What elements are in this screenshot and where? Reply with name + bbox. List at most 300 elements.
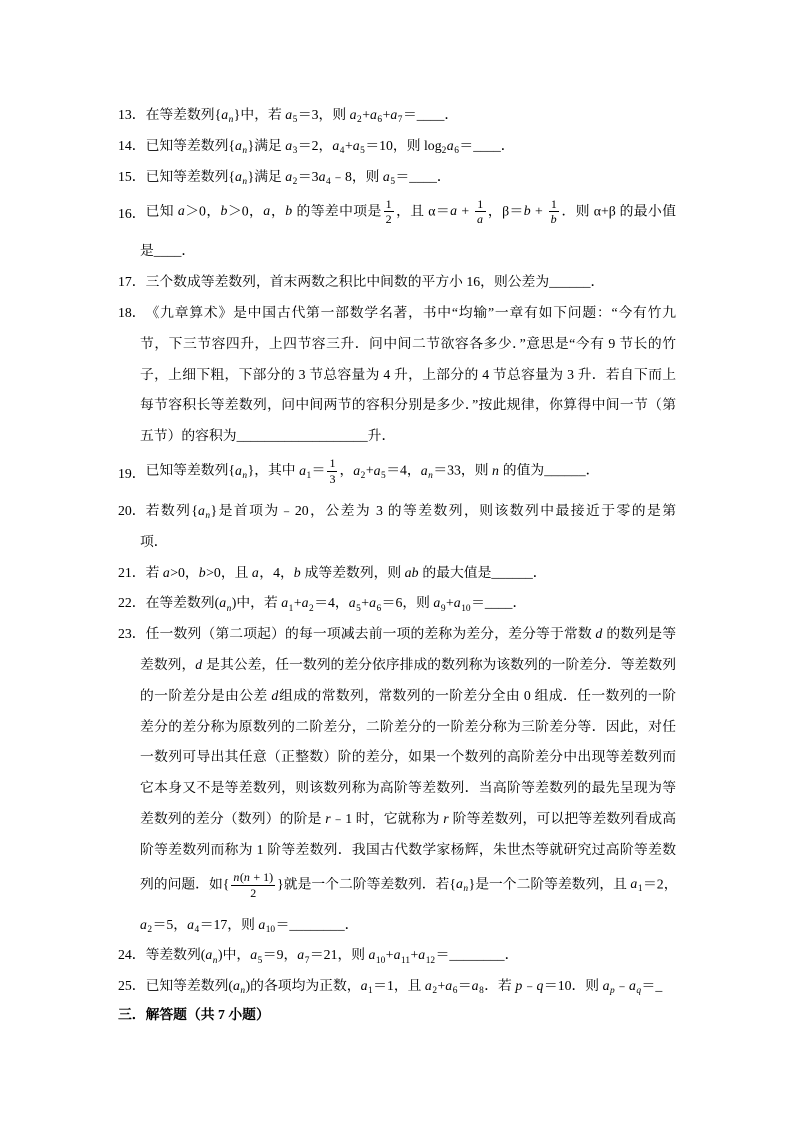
question-text: ＝4， [386, 462, 421, 478]
fraction-denominator [384, 212, 394, 226]
question-text: }中，若 [233, 106, 286, 122]
math-variable: b [523, 203, 531, 219]
fill-in-questions [118, 98, 676, 1000]
question-text: 三个数成等差数列，首末两数之积比中间数的平方小 16，则公差为 [145, 274, 550, 290]
fraction-numerator [327, 457, 337, 472]
question-item [118, 494, 676, 556]
math-variable: a [318, 168, 326, 184]
subscript: 7 [397, 115, 403, 126]
question-text: ＝ [457, 978, 472, 994]
question-text: ，β＝ [487, 203, 524, 219]
question-content [146, 561, 676, 581]
question-text: 若 [145, 564, 163, 580]
question-text: 《九章算术》是中国古代第一部数学名著，书中“均输”一章有如下问题：“今有竹九 [145, 304, 676, 320]
question-text: 已知 [145, 203, 178, 219]
math-variable: q [536, 978, 544, 994]
question-content [140, 807, 676, 827]
question-text: ＝ [459, 137, 474, 153]
math-variable: a [602, 978, 610, 994]
question-text: 已知等差数列{ [145, 462, 235, 478]
question-text: ﹣ [522, 978, 537, 994]
question-content [140, 653, 676, 673]
question-continuation-line [118, 740, 676, 771]
question-number: 25． [118, 978, 146, 994]
question-text: ．则 α+β 的最小值 [561, 203, 676, 219]
math-variable: a [630, 876, 638, 892]
math-variable: a [299, 462, 306, 478]
question-content [146, 270, 676, 290]
question-content [146, 457, 676, 486]
subscript: n [205, 511, 211, 522]
question-text: ＝10，则 log [365, 137, 442, 153]
question-number: 18． [118, 304, 146, 320]
answer-blank: ___________________ [236, 428, 368, 444]
question-content [145, 943, 676, 966]
math-variable: r [443, 810, 449, 826]
question-text: + [361, 595, 370, 611]
question-continuation-line [118, 388, 676, 419]
math-variable: a [251, 564, 259, 580]
math-variable: a [369, 595, 376, 611]
subscript: 2 [357, 115, 362, 126]
question-item [118, 128, 676, 159]
question-text: 组成的常数列，常数列的一阶差分全由 0 组成．任一数列的一阶 [278, 687, 677, 703]
math-variable: r [325, 810, 331, 826]
question-number: 15． [118, 168, 146, 184]
question-text: 一数列可导出其任意（正整数）阶的差分，如果一个数列的高阶差分中出现等差数列而 [140, 749, 676, 765]
question-content [146, 165, 676, 185]
question-text: ． [344, 916, 359, 932]
question-item [118, 296, 676, 450]
fraction [327, 457, 337, 486]
question-text: 是其公差，任一数列的差分依序排成的数列称为该数列的一阶差分．等差数列 [202, 656, 676, 672]
question-text: ． [590, 274, 605, 290]
question-text: 已知等差数列{ [145, 168, 235, 184]
math-variable: a [450, 203, 458, 219]
question-text: 的最大值是 [418, 564, 492, 580]
question-text: 是 [140, 243, 154, 259]
question-text: ﹣1 时，它就称为 [331, 810, 444, 826]
question-continuation-line [118, 709, 676, 740]
math-variable: a [418, 947, 426, 963]
math-variable: a [420, 462, 428, 478]
question-text: + [531, 203, 547, 219]
question-first-line [118, 586, 676, 617]
question-text: 1 [385, 196, 392, 211]
question-text: ＝4， [314, 595, 349, 611]
question-content [140, 838, 676, 858]
math-variable: a [393, 947, 401, 963]
math-variable: a [297, 947, 305, 963]
question-text: ＝ [402, 106, 417, 122]
subscript: q [636, 986, 642, 997]
question-number: 14． [118, 137, 146, 153]
question-text: ＞0， [227, 203, 264, 219]
math-variable: d [595, 626, 603, 642]
question-content [140, 745, 676, 765]
question-first-line [118, 617, 676, 648]
math-variable: a [285, 168, 293, 184]
question-item [118, 190, 676, 265]
math-variable: a [352, 137, 360, 153]
math-variable: a [353, 462, 361, 478]
question-text: ＝2， [297, 137, 333, 153]
math-variable: a [332, 137, 340, 153]
question-first-line [118, 555, 676, 586]
subscript: 1 [367, 986, 373, 997]
question-text: 节，下三节容四升，上四节容三升．问中间二节欲容各多少．”意思是“今有 9 节长的竹 [140, 335, 676, 351]
math-variable: a [360, 978, 368, 994]
question-continuation-line [118, 678, 676, 709]
math-variable: a [285, 106, 293, 122]
question-continuation-line [118, 357, 676, 388]
question-continuation-line [118, 802, 676, 833]
fraction-denominator [231, 886, 275, 900]
question-text: ＝ [275, 916, 290, 932]
subscript: 2 [360, 470, 366, 481]
math-variable: a [235, 462, 242, 478]
question-text: ＝1，且 [373, 978, 425, 994]
question-text: 在等差数列( [145, 595, 220, 611]
math-variable: a [628, 978, 636, 994]
subscript: 2 [432, 986, 437, 997]
question-text: ＝ [641, 978, 656, 994]
subscript: 6 [377, 115, 383, 126]
subscript: n [428, 470, 433, 481]
question-text: + [437, 978, 446, 994]
question-number: 20． [118, 502, 146, 518]
subscript: n [226, 603, 232, 614]
question-text: >0， [170, 564, 199, 580]
math-variable: a [232, 978, 240, 994]
subscript: 5 [390, 176, 395, 187]
question-text: ． [532, 564, 547, 580]
subscript: 1 [306, 470, 312, 481]
question-text: 3 [329, 472, 336, 487]
question-text: ， [270, 203, 286, 219]
question-text: ＝2， [643, 876, 678, 892]
question-content [140, 715, 676, 735]
question-content [146, 134, 676, 154]
question-first-line [118, 296, 676, 327]
math-variable: a [373, 462, 381, 478]
fraction-denominator [327, 472, 337, 486]
fraction-denominator [475, 212, 486, 226]
question-first-line [118, 190, 676, 234]
question-continuation-line [118, 524, 676, 555]
question-first-line [118, 494, 676, 525]
question-item [118, 586, 676, 617]
question-text: 若数列{ [145, 502, 198, 518]
question-text: ﹣8，则 [331, 168, 383, 184]
subscript: 5 [356, 603, 361, 614]
question-content [140, 239, 676, 259]
question-continuation-line [118, 234, 676, 265]
question-content [145, 499, 677, 522]
question-content [146, 198, 676, 227]
fraction-numerator [475, 198, 486, 213]
subscript: 10 [265, 924, 276, 935]
subscript: 4 [325, 176, 331, 187]
question-content [146, 301, 676, 321]
question-text: + [293, 595, 302, 611]
answer-blank: _ [655, 978, 663, 994]
question-text: ．若 [484, 978, 516, 994]
question-content [140, 530, 676, 550]
question-first-line [118, 128, 676, 159]
subscript: p [609, 986, 615, 997]
question-number: 24． [118, 947, 146, 963]
question-text: 2 [250, 885, 257, 900]
subscript: 5 [292, 115, 298, 126]
question-text: + [410, 947, 419, 963]
math-variable: a [187, 916, 194, 932]
question-item [118, 159, 676, 190]
math-variable: a [455, 876, 463, 892]
question-text: 等差数列( [145, 947, 206, 963]
subscript: 1 [288, 603, 294, 614]
math-variable: a [263, 203, 271, 219]
subscript: n [463, 884, 469, 895]
question-text: >0，且 [206, 564, 252, 580]
subscript: 6 [376, 603, 382, 614]
question-text: ． [504, 947, 519, 963]
question-number: 17． [118, 274, 146, 290]
question-text: ＝3，则 [297, 106, 350, 122]
question-text: }是首项为﹣20，公差为 3 的等差数列，则该数列中最接近于零的是第 [210, 502, 677, 518]
question-text: 2 [385, 212, 392, 227]
subscript: 5 [381, 470, 386, 481]
question-text: ． [444, 106, 459, 122]
question-item [118, 555, 676, 586]
subscript: 6 [452, 986, 458, 997]
question-text: ＝ [311, 462, 326, 478]
question-text: ＝6，则 [381, 595, 434, 611]
question-text: 列的问题．如{ [140, 876, 230, 892]
question-text: ＝ [471, 595, 485, 611]
math-variable: n [243, 869, 250, 884]
fraction-denominator [549, 212, 560, 226]
subscript: 1 [637, 884, 643, 895]
math-variable: a [453, 595, 461, 611]
question-number: 23． [118, 626, 146, 642]
math-variable: a [349, 106, 357, 122]
math-variable: d [271, 687, 279, 703]
subscript: 8 [479, 986, 484, 997]
question-text: 子，上细下粗，下部分的 3 节总容量为 4 升，上部分的 4 节总容量为 3 升．若自下而上 [140, 366, 676, 382]
fraction [475, 198, 486, 227]
question-text: ＝17，则 [199, 916, 259, 932]
math-variable: a [433, 595, 441, 611]
question-content [140, 393, 676, 413]
question-text: + [382, 106, 391, 122]
question-text: )中， [217, 947, 251, 963]
subscript: 5 [257, 955, 263, 966]
math-variable: a [221, 106, 229, 122]
question-content [140, 913, 676, 933]
question-text: 差数列的差分（数列）的阶是 [140, 810, 326, 826]
question-content [145, 974, 676, 997]
question-first-line [118, 969, 676, 1000]
math-variable: a [281, 595, 289, 611]
question-content [140, 684, 676, 704]
question-text: ＞0， [185, 203, 221, 219]
question-number: 19． [118, 465, 146, 481]
fraction-numerator [549, 198, 560, 213]
math-variable: d [195, 656, 203, 672]
question-text: ． [512, 595, 527, 611]
fraction [384, 198, 394, 227]
subscript: 7 [304, 955, 310, 966]
math-variable: a [250, 947, 258, 963]
subscript: 2 [441, 145, 447, 156]
section-heading: 三．解答题（共 7 小题） [118, 1006, 270, 1022]
fraction-numerator [231, 871, 275, 886]
answer-blank: ______ [491, 564, 533, 580]
math-variable: a [235, 137, 242, 153]
math-variable: a [424, 978, 432, 994]
question-text: + [446, 595, 454, 611]
fraction-numerator [384, 198, 394, 213]
question-text: + [457, 203, 474, 219]
question-list [118, 98, 676, 1031]
subscript: 5 [360, 145, 365, 156]
math-variable: a [382, 168, 390, 184]
math-variable: a [205, 947, 213, 963]
subscript: 4 [339, 145, 345, 156]
question-text: 它本身又不是等差数列，则该数列称为高阶等差数列．当高阶等差数列的最先呈现为等 [140, 780, 676, 796]
question-continuation-line [118, 771, 676, 802]
math-variable: n [491, 462, 499, 478]
question-text: 差分的差分称为原数列的二阶差分，二阶差分的一阶差分称为三阶差分等．因此，对任 [140, 718, 676, 734]
math-variable: a [197, 502, 205, 518]
question-number: 22． [118, 595, 146, 611]
question-text: 项． [140, 533, 168, 549]
question-text: ＝9， [262, 947, 298, 963]
math-variable: p [515, 978, 523, 994]
question-text: 1 [550, 196, 557, 211]
question-continuation-line [118, 419, 676, 450]
answer-blank: ________ [449, 947, 505, 963]
subscript: 2 [309, 603, 314, 614]
subscript: n [242, 176, 248, 187]
question-content [140, 424, 676, 444]
subscript: 10 [375, 955, 386, 966]
subscript: 12 [425, 955, 436, 966]
question-text: ． [181, 243, 196, 259]
question-item [118, 617, 676, 938]
question-text: 的一阶差分是由公差 [140, 687, 272, 703]
question-text: 升． [367, 428, 396, 444]
question-content [146, 622, 676, 642]
question-number: 13． [118, 106, 146, 122]
math-variable: a [285, 137, 293, 153]
question-text: 的数列是等 [602, 626, 676, 642]
question-content [140, 363, 676, 383]
question-text: 的值为 [499, 462, 545, 478]
question-item [118, 98, 676, 129]
answer-blank: ____ [409, 168, 437, 184]
question-text: ＝10．则 [543, 978, 603, 994]
question-first-line [118, 265, 676, 296]
question-item [118, 969, 676, 1000]
question-text: }满足 [247, 168, 286, 184]
subscript: n [228, 115, 234, 126]
question-text: }就是一个二阶等差数列．若{ [277, 876, 456, 892]
answer-blank: ____ [484, 595, 513, 611]
question-text: }满足 [247, 137, 286, 153]
question-text: ＝21，则 [309, 947, 369, 963]
question-text: ＝3 [297, 168, 319, 184]
question-text: )中，若 [231, 595, 282, 611]
subscript: 11 [400, 955, 411, 966]
question-text: 已知等差数列( [145, 978, 233, 994]
math-variable: b [198, 564, 206, 580]
question-text: 五节）的容积为 [140, 428, 237, 444]
subscript: n [240, 986, 246, 997]
question-continuation-line [118, 326, 676, 357]
question-item [118, 265, 676, 296]
question-item [118, 938, 676, 969]
subscript: 3 [292, 145, 298, 156]
question-text: 在等差数列{ [145, 106, 222, 122]
question-text: + [344, 137, 353, 153]
question-item [118, 450, 676, 494]
math-variable: a [446, 137, 454, 153]
question-text: 已知等差数列{ [145, 137, 235, 153]
subscript: n [242, 145, 248, 156]
math-variable: a [301, 595, 309, 611]
fraction [549, 198, 560, 227]
question-content [145, 591, 676, 614]
math-variable: a [348, 595, 356, 611]
math-variable: a [219, 595, 227, 611]
question-text: ＝33，则 [433, 462, 492, 478]
question-number: 21． [118, 564, 146, 580]
question-text: }是一个二阶等差数列，且 [468, 876, 631, 892]
question-first-line [118, 159, 676, 190]
question-text: ，且 α＝ [395, 203, 451, 219]
question-content [145, 103, 676, 126]
fraction [231, 871, 275, 900]
math-variable: a [140, 916, 147, 932]
answer-blank: ____ [153, 243, 182, 259]
question-text: 阶等差数列而称为 1 阶等差数列．我国古代数学家杨辉，朱世杰等就研究过高阶等差数 [140, 841, 676, 857]
question-text: 差数列， [140, 656, 196, 672]
question-text: 的等差中项是 [292, 203, 382, 219]
question-text: )的各项均为正数， [245, 978, 361, 994]
math-variable: n [233, 869, 240, 884]
subscript: 6 [454, 145, 459, 156]
question-continuation-line [118, 907, 676, 938]
subscript: 9 [440, 603, 446, 614]
question-text: }，其中 [247, 462, 300, 478]
question-text: ＝5， [152, 916, 188, 932]
math-variable: a [477, 212, 484, 227]
question-first-line [118, 98, 676, 129]
question-text: ， [339, 462, 354, 478]
answer-blank: ________ [289, 916, 345, 932]
question-first-line [118, 938, 676, 969]
question-text: + [385, 947, 394, 963]
question-text: + [365, 462, 374, 478]
question-text: 1 [477, 196, 484, 211]
subscript: n [242, 470, 248, 481]
math-variable: a [235, 168, 242, 184]
math-variable: a [471, 978, 479, 994]
question-continuation-line [118, 832, 676, 863]
question-text: ． [436, 168, 451, 184]
